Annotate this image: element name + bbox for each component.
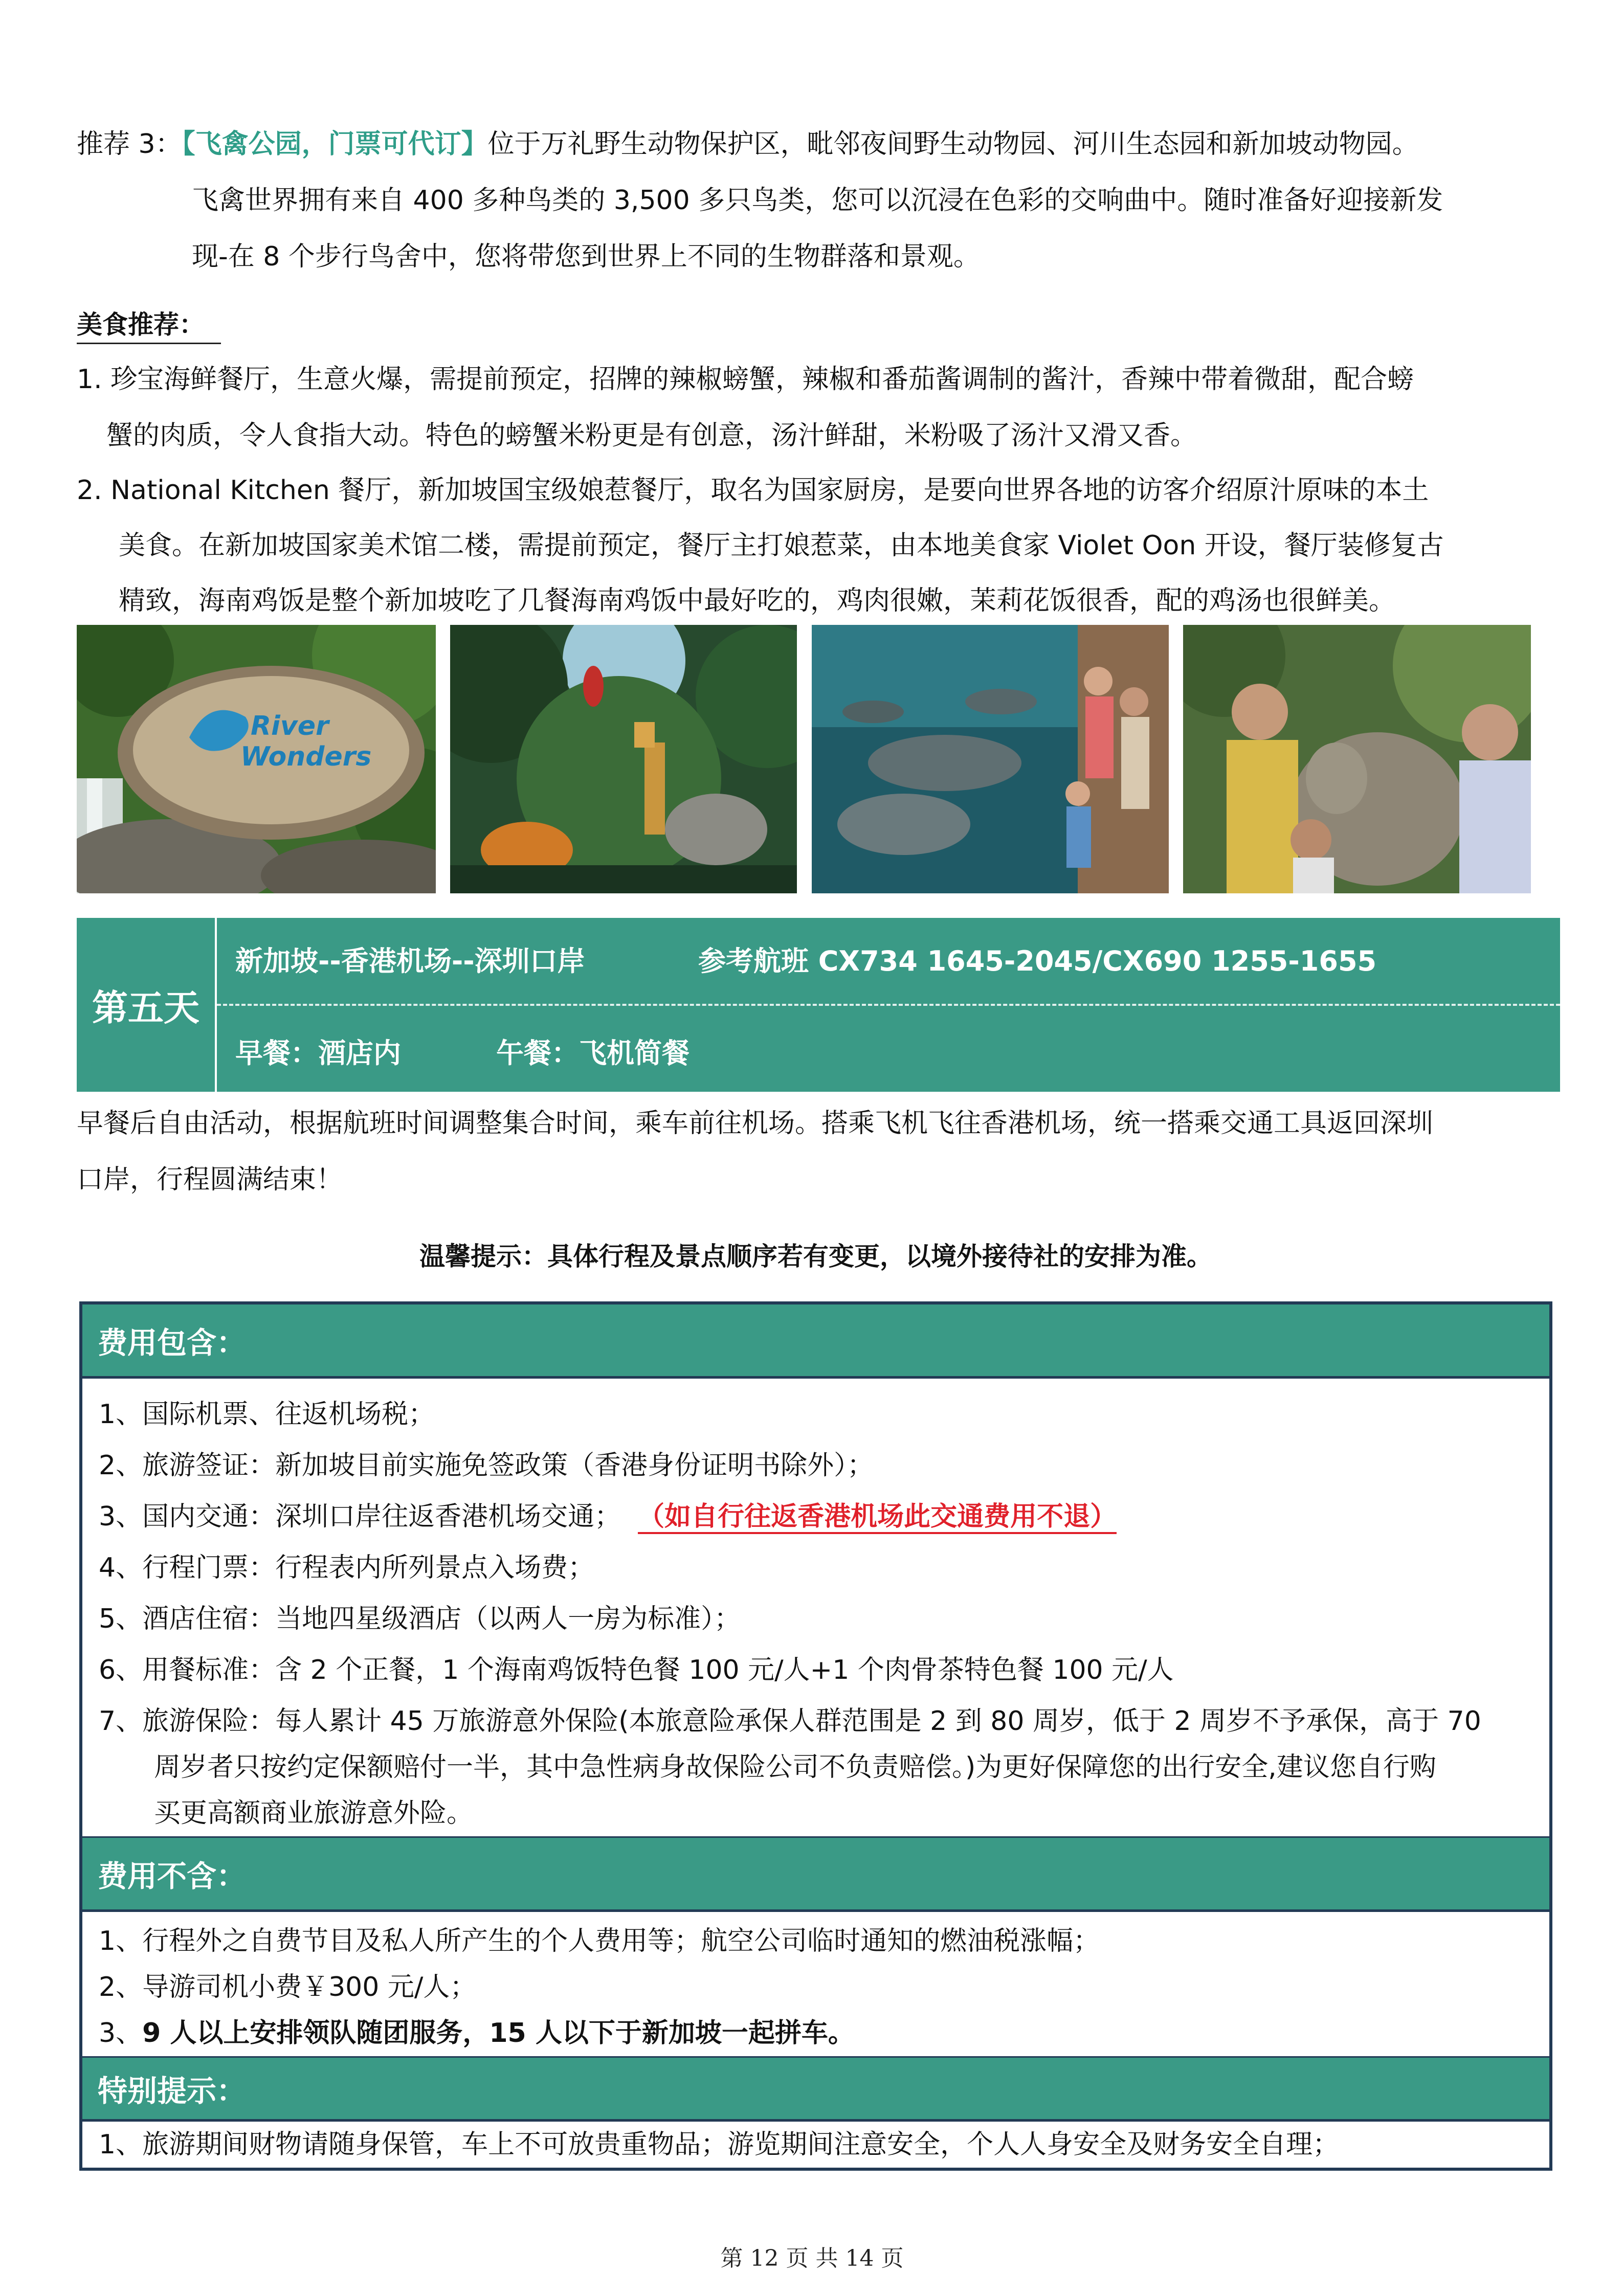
- included-row-2: 2、旅游签证：新加坡目前实施免签政策（香港身份证明书除外）；: [99, 1450, 874, 1481]
- special-row-1: 1、旅游期间财物请随身保管，车上不可放贵重物品；游览期间注意安全，个人人身安全及财务安全自理；: [99, 2129, 1340, 2160]
- day5-lunch: 午餐：飞机简餐: [496, 1037, 689, 1069]
- included-row-6: 6、用餐标准：含 2 个正餐，1 个海南鸡饭特色餐 100 元/人+1 个肉骨茶特色餐 100 元/人: [99, 1655, 1174, 1685]
- included-row-5: 5、酒店住宿：当地四星级酒店（以两人一房为标准）；: [99, 1604, 741, 1634]
- rec3-line1: [77, 125, 1419, 163]
- included-row-3-note: （如自行往返香港机场此交通费用不退）: [638, 1501, 1117, 1534]
- page-footer: 第 12 页 共 14 页: [720, 2245, 904, 2271]
- river-wonders-sign-line2: Wonders: [240, 741, 372, 772]
- food-heading-underline: [77, 343, 221, 344]
- day5-divider: [217, 1004, 1560, 1006]
- rec3-line3: 现-在 8 个步行鸟舍中，您将带您到世界上不同的生物群落和景观。: [192, 241, 980, 272]
- photo-rhino-feeding: [1183, 625, 1531, 893]
- rec3-prefix: 推荐 3：: [77, 129, 182, 160]
- excluded-row-3-bold: 9 人以上安排领队随团服务，15 人以下于新加坡一起拼车。: [142, 2018, 855, 2049]
- warm-reminder: 温馨提示：具体行程及景点顺序若有变更，以境外接待社的安排为准。: [419, 1242, 1212, 1271]
- included-heading: 费用包含：: [82, 1304, 1549, 1376]
- photo-aquarium: [812, 625, 1169, 893]
- food-item2-line2: 美食。在新加坡国家美术馆二楼，需提前预定，餐厅主打娘惹菜，由本地美食家 Violet Oon 开设，餐厅装修复古: [119, 530, 1444, 561]
- rec3-title: 【飞禽公园，门票可代订】: [182, 129, 488, 160]
- included-row-3-text: 3、国内交通：深圳口岸往返香港机场交通；: [99, 1501, 621, 1532]
- day5-route: 新加坡--香港机场--深圳口岸: [235, 945, 585, 977]
- included-row-7-line3: 买更高额商业旅游意外险。: [154, 1798, 474, 1829]
- photo-river-wonders: [77, 625, 436, 893]
- day5-label: 第五天: [77, 918, 217, 1092]
- included-heading-border: [82, 1376, 1549, 1379]
- excluded-heading: 费用不含：: [82, 1838, 1549, 1909]
- food-item2-line3: 精致，海南鸡饭是整个新加坡吃了几餐海南鸡饭中最好吃的，鸡肉很嫩，茉莉花饭很香，配的鸡汤也很鲜美。: [119, 586, 1396, 616]
- included-row-7-line1: 7、旅游保险：每人累计 45 万旅游意外保险(本旅意险承保人群范围是 2 到 80 周岁，低于 2 周岁不予承保，高于 70: [99, 1706, 1481, 1737]
- day5-desc-line2: 口岸，行程圆满结束！: [77, 1164, 343, 1195]
- excluded-row-3-prefix: 3、: [99, 2018, 143, 2049]
- food-item1-line2: 蟹的肉质，令人食指大动。特色的螃蟹米粉更是有创意，汤汁鲜甜，米粉吸了汤汁又滑又香。: [106, 420, 1197, 451]
- fee-table: [79, 1301, 1552, 2171]
- rec3-text1: 位于万礼野生动物保护区，毗邻夜间野生动物园、河川生态园和新加坡动物园。: [487, 129, 1419, 160]
- food-heading: 美食推荐：: [77, 310, 205, 340]
- food-item2-line1: 2. National Kitchen 餐厅，新加坡国宝级娘惹餐厅，取名为国家厨房，是要向世界各地的访客介绍原汁原味的本土: [77, 475, 1429, 506]
- food-item1-line1: 1. 珍宝海鲜餐厅，生意火爆，需提前预定，招牌的辣椒螃蟹，辣椒和番茄酱调制的酱汁，香辣中带着微甜，配合螃: [77, 364, 1414, 395]
- excluded-row-3: [99, 2010, 855, 2056]
- excluded-heading-border: [82, 1909, 1549, 1912]
- included-row-1: 1、国际机票、往返机场税；: [99, 1399, 435, 1430]
- day5-route-row: [235, 939, 585, 979]
- day5-flight: 参考航班 CX734 1645-2045/CX690 1255-1655: [698, 945, 1377, 977]
- river-wonders-sign-line1: River: [251, 711, 329, 741]
- included-row-4: 4、行程门票：行程表内所列景点入场费；: [99, 1552, 595, 1583]
- day5-breakfast: 早餐：酒店内: [235, 1037, 401, 1069]
- special-heading: 特别提示：: [82, 2058, 1549, 2119]
- rec3-line2: 飞禽世界拥有来自 400 多种鸟类的 3,500 多只鸟类，您可以沉浸在色彩的交响曲中。随时准备好迎接新发: [192, 185, 1443, 216]
- day5-desc-line1: 早餐后自由活动，根据航班时间调整集合时间，乘车前往机场。搭乘飞机飞往香港机场，统一搭乘交通工具返回深圳: [77, 1108, 1434, 1139]
- excluded-row-1: 1、行程外之自费节目及私人所产生的个人费用等；航空公司临时通知的燃油税涨幅；: [99, 1926, 1100, 1956]
- excluded-row-2: 2、导游司机小费￥300 元/人；: [99, 1972, 477, 2002]
- included-row-7-line2: 周岁者只按约定保额赔付一半，其中急性病身故保险公司不负责赔偿。)为更好保障您的出行安全,建议您自行购: [154, 1752, 1436, 1783]
- photo-jungle-animals: [450, 625, 797, 893]
- included-row-3: [99, 1494, 1117, 1540]
- day5-banner: [77, 918, 1560, 1092]
